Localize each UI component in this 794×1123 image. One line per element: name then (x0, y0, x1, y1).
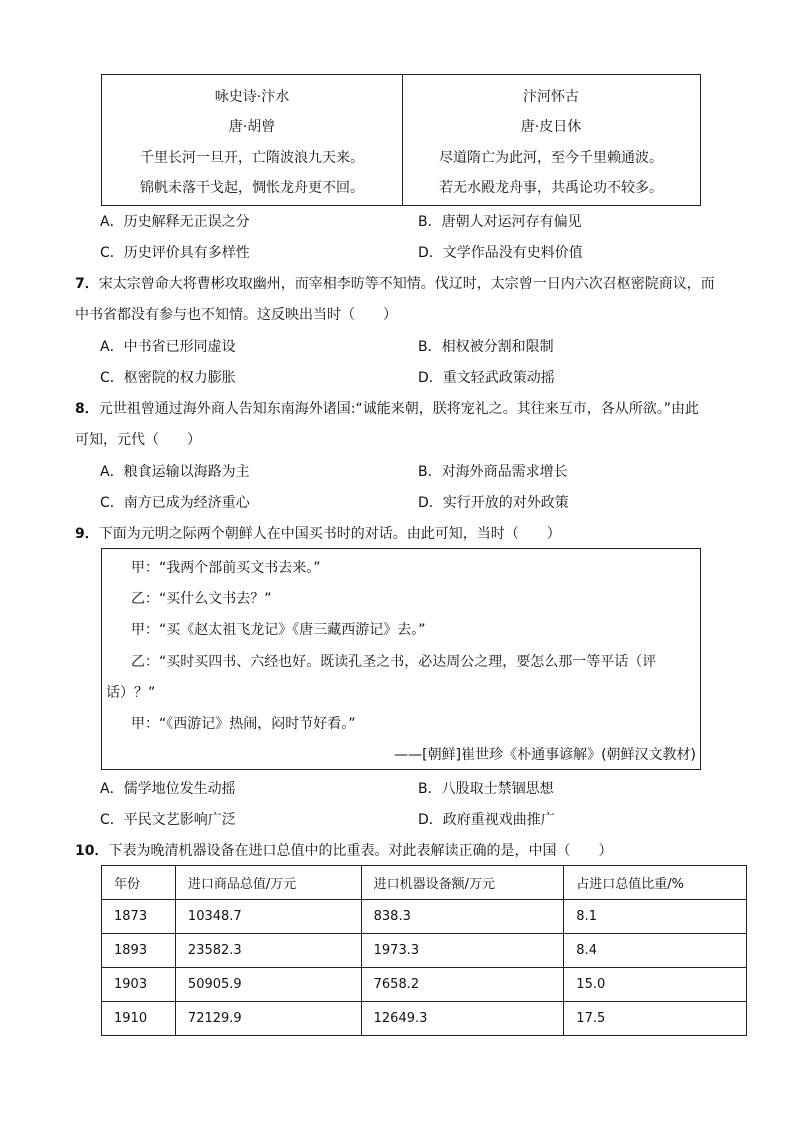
q10-number: 10． (75, 843, 109, 859)
q9-dialog-box (101, 548, 701, 770)
q8-option-b[interactable]: B．对海外商品需求增长 (418, 464, 568, 480)
cell-share: 8.4 (564, 934, 747, 968)
q6-option-d[interactable]: D．文学作品没有史料价值 (418, 245, 583, 261)
poem-right-author: 唐·皮日休 (520, 119, 582, 135)
q10-stem: 10．下表为晚清机器设备在进口总值中的比重表。对此表解读正确的是，中国（ ） (75, 843, 613, 859)
dialog-line-2: 乙：“买什么文书去？” (131, 591, 272, 607)
q8-option-d[interactable]: D．实行开放的对外政策 (418, 495, 569, 511)
q8-number: 8． (75, 401, 99, 417)
table-row (102, 968, 747, 1002)
poem-right-line2: 若无水殿龙舟事，共禹论功不较多。 (439, 180, 663, 196)
header-share: 占进口总值比重/% (564, 866, 747, 900)
q8-option-a[interactable]: A．粮食运输以海路为主 (100, 464, 250, 480)
poem-left-author: 唐·胡曾 (228, 119, 276, 135)
table-row (102, 900, 747, 934)
q8-stem-line1: 8．元世祖曾通过海外商人告知东南海外诸国:“诚能来朝，朕将宠礼之。其往来互市，各从所欲。”由此 (75, 401, 699, 417)
q7-number: 7． (75, 276, 99, 292)
poem-left-line1: 千里长河一旦开，亡隋波浪九天来。 (140, 150, 364, 166)
dialog-line-1: 甲：“我两个部前买文书去来。” (131, 560, 321, 576)
q8-stem-line2: 可知，元代（ ） (75, 432, 201, 448)
cell-total: 72129.9 (175, 1002, 361, 1036)
poem-table (101, 74, 701, 206)
header-year: 年份 (102, 866, 176, 900)
cell-year: 1893 (102, 934, 176, 968)
q6-option-b[interactable]: B．唐朝人对运河存有偏见 (418, 214, 582, 230)
table-row (102, 934, 747, 968)
table-header-row (102, 866, 747, 900)
q9-number: 9． (75, 526, 99, 542)
dialog-line-5: 甲：“《西游记》热闹，闷时节好看。” (131, 716, 356, 732)
cell-year: 1910 (102, 1002, 176, 1036)
q9-stem: 9．下面为元明之际两个朝鲜人在中国买书时的对话。由此可知，当时（ ） (75, 526, 561, 542)
q7-option-d[interactable]: D．重文轻武政策动摇 (418, 370, 555, 386)
header-total-import: 进口商品总值/万元 (175, 866, 361, 900)
cell-year: 1903 (102, 968, 176, 1002)
q8-option-c[interactable]: C．南方已成为经济重心 (100, 495, 250, 511)
q9-option-c[interactable]: C．平民文艺影响广泛 (100, 812, 236, 828)
cell-machinery: 12649.3 (361, 1002, 564, 1036)
dialog-source: ——[朝鲜]崔世珍《朴通事谚解》(朝鲜汉文教材) (394, 747, 696, 763)
poem-right-column (402, 75, 700, 205)
poem-left-title: 咏史诗·汴水 (214, 89, 290, 105)
dialog-line-4a: 乙：“买时买四书、六经也好。既读孔圣之书，必达周公之理，要怎么那一等平话（评 (131, 654, 657, 670)
cell-machinery: 7658.2 (361, 968, 564, 1002)
q6-option-a[interactable]: A．历史解释无正误之分 (100, 214, 250, 230)
import-data-table (101, 865, 747, 1036)
cell-machinery: 1973.3 (361, 934, 564, 968)
q6-option-c[interactable]: C．历史评价具有多样性 (100, 245, 250, 261)
poem-left-column (102, 75, 402, 205)
q7-option-b[interactable]: B．相权被分割和限制 (418, 339, 554, 355)
q7-stem-line2: 中书省都没有参与也不知情。这反映出当时（ ） (75, 307, 397, 323)
cell-total: 23582.3 (175, 934, 361, 968)
cell-total: 50905.9 (175, 968, 361, 1002)
cell-share: 15.0 (564, 968, 747, 1002)
poem-right-title: 汴河怀古 (523, 89, 579, 105)
cell-machinery: 838.3 (361, 900, 564, 934)
q9-option-a[interactable]: A．儒学地位发生动摇 (100, 781, 236, 797)
q7-option-c[interactable]: C．枢密院的权力膨胀 (100, 370, 236, 386)
q9-option-d[interactable]: D．政府重视戏曲推广 (418, 812, 555, 828)
dialog-line-4b: 话）？” (106, 685, 156, 701)
cell-share: 8.1 (564, 900, 747, 934)
poem-left-line2: 锦帆未落干戈起，惆怅龙舟更不回。 (140, 180, 364, 196)
table-row (102, 1002, 747, 1036)
poem-right-line1: 尽道隋亡为此河，至今千里赖通波。 (439, 150, 663, 166)
q9-option-b[interactable]: B．八股取士禁锢思想 (418, 781, 554, 797)
q7-stem-line1: 7．宋太宗曾命大将曹彬攻取幽州，而宰相李昉等不知情。伐辽时，太宗曾一日内六次召枢密院商议，而 (75, 276, 715, 292)
header-machinery-import: 进口机器设备额/万元 (361, 866, 564, 900)
q7-option-a[interactable]: A．中书省已形同虚设 (100, 339, 236, 355)
cell-share: 17.5 (564, 1002, 747, 1036)
cell-year: 1873 (102, 900, 176, 934)
cell-total: 10348.7 (175, 900, 361, 934)
dialog-line-3: 甲：“买《赵太祖飞龙记》《唐三藏西游记》去。” (131, 622, 426, 638)
